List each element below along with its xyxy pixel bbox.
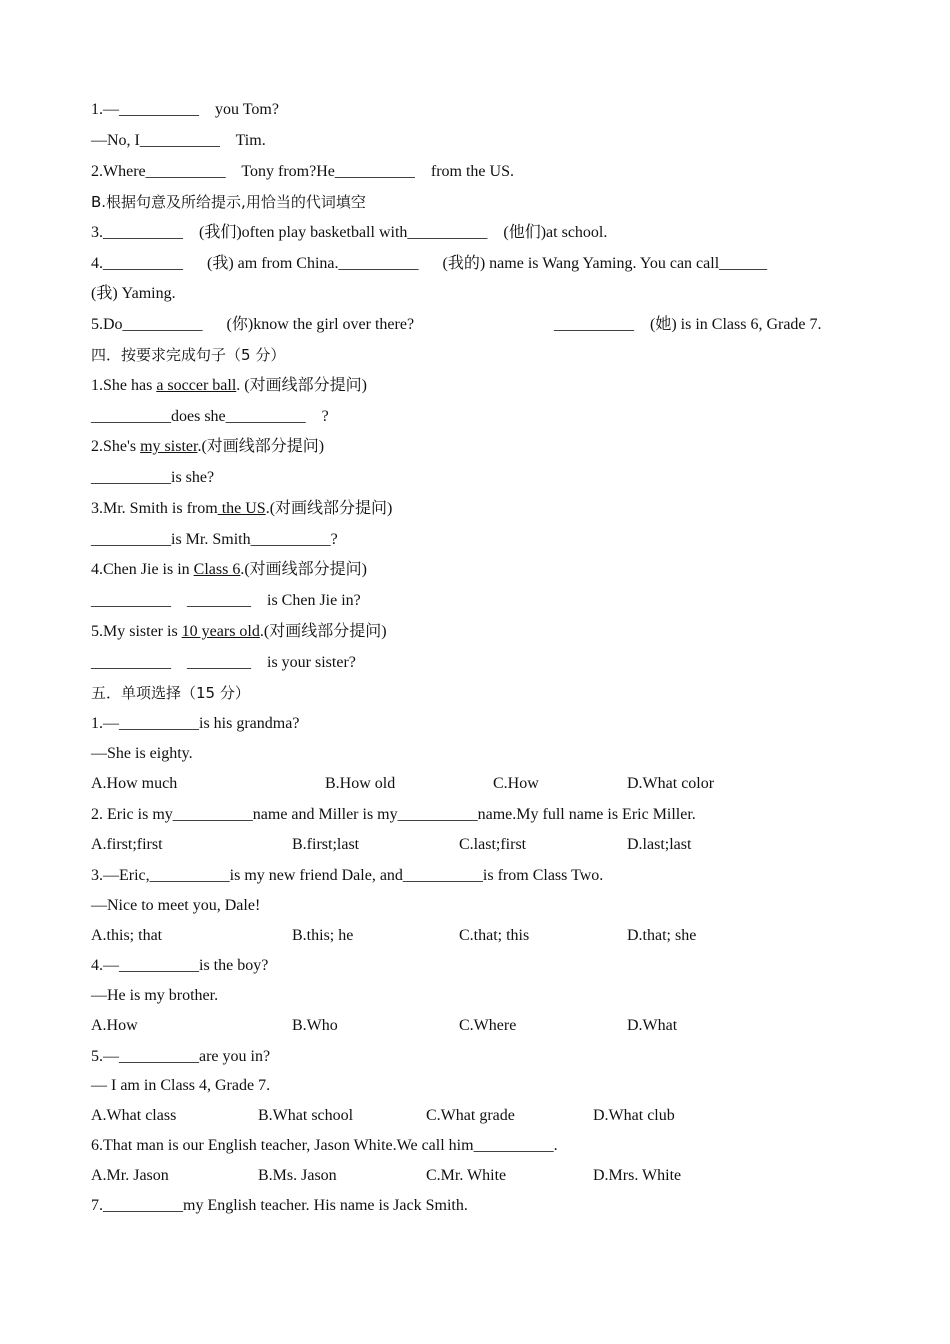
mc6-option-a: A.Mr. Jason xyxy=(91,1167,169,1184)
s2-post: .(对画线部分提问) xyxy=(197,438,325,455)
s1-post: . (对画线部分提问) xyxy=(236,377,367,394)
s4-question xyxy=(91,557,890,583)
mc3-option-c: C.that; this xyxy=(459,927,530,944)
s3-post: .(对画线部分提问) xyxy=(265,500,393,517)
mc5-option-d: D.What club xyxy=(593,1107,675,1124)
section-b-heading: B.根据句意及所给提示,用恰当的代词填空 xyxy=(91,193,366,211)
mc2-option-b: B.first;last xyxy=(292,836,360,853)
mc6-option-c: C.Mr. White xyxy=(426,1167,507,1184)
mc5-option-b: B.What school xyxy=(258,1107,354,1124)
s5-post: .(对画线部分提问) xyxy=(259,623,387,640)
mc1-stem: 1.—__________is his grandma? xyxy=(91,715,300,732)
mc2-option-c: C.last;first xyxy=(459,836,527,853)
mc1-option-a: A.How much xyxy=(91,775,178,792)
s4-pre: 4.Chen Jie is in xyxy=(91,561,194,578)
mc4-reply: —He is my brother. xyxy=(91,987,219,1004)
q1-line-a: 1.—__________ you Tom? xyxy=(91,101,279,118)
mc5-option-c: C.What grade xyxy=(426,1107,515,1124)
mc5-options xyxy=(91,1103,890,1129)
mc1-reply: —She is eighty. xyxy=(91,745,193,762)
section-five-heading: 五．单项选择（15 分） xyxy=(91,684,250,702)
mc5-reply: — I am in Class 4, Grade 7. xyxy=(91,1077,271,1094)
mc1-options xyxy=(91,771,890,797)
s3-answer-line: __________is Mr. Smith__________? xyxy=(91,531,338,548)
mc7-stem: 7.__________my English teacher. His name is Jack Smith. xyxy=(91,1197,468,1214)
q3-line: 3.__________ (我们)often play basketball with__________ (他们)at school. xyxy=(91,224,608,241)
mc1-option-c: C.How xyxy=(493,775,539,792)
mc5-stem: 5.—__________are you in? xyxy=(91,1048,271,1065)
mc5-option-a: A.What class xyxy=(91,1107,177,1124)
mc3-options xyxy=(91,923,890,949)
s5-pre: 5.My sister is xyxy=(91,623,182,640)
s2-question xyxy=(91,434,890,460)
mc4-option-d: D.What xyxy=(627,1017,678,1034)
q1-line-b: —No, I__________ Tim. xyxy=(91,132,266,149)
s2-underlined: my sister xyxy=(140,438,198,455)
s3-question xyxy=(91,496,890,522)
q4-line-b: (我) Yaming. xyxy=(91,285,176,302)
mc2-option-a: A.first;first xyxy=(91,836,163,853)
mc3-option-a: A.this; that xyxy=(91,927,163,944)
mc6-stem: 6.That man is our English teacher, Jason White.We call him__________. xyxy=(91,1137,558,1154)
section-four-heading: 四．按要求完成句子（5 分） xyxy=(91,346,286,364)
s1-question xyxy=(91,373,890,399)
mc4-option-c: C.Where xyxy=(459,1017,517,1034)
s1-pre: 1.She has xyxy=(91,377,157,394)
mc6-option-b: B.Ms. Jason xyxy=(258,1167,337,1184)
s5-answer-line: __________ ________ is your sister? xyxy=(91,654,356,671)
mc1-option-b: B.How old xyxy=(325,775,396,792)
s2-answer-line: __________is she? xyxy=(91,469,215,486)
s4-post: .(对画线部分提问) xyxy=(240,561,368,578)
s1-underlined: a soccer ball xyxy=(156,377,237,394)
s4-underlined: Class 6 xyxy=(193,561,241,578)
s5-underlined: 10 years old xyxy=(181,623,260,640)
s5-question xyxy=(91,619,890,645)
mc6-options xyxy=(91,1163,890,1189)
mc4-option-a: A.How xyxy=(91,1017,138,1034)
s3-underlined: the US xyxy=(217,500,266,517)
mc4-option-b: B.Who xyxy=(292,1017,338,1034)
q5-line xyxy=(91,312,890,338)
q5-right-text: __________ (她) is in Class 6, Grade 7. xyxy=(554,316,822,333)
mc3-stem: 3.—Eric,__________is my new friend Dale, and__________is from Class Two. xyxy=(91,867,604,884)
mc2-stem: 2. Eric is my__________name and Miller is my__________name.My full name is Eric Miller. xyxy=(91,806,696,823)
mc3-option-d: D.that; she xyxy=(627,927,697,944)
mc6-option-d: D.Mrs. White xyxy=(593,1167,682,1184)
mc4-options xyxy=(91,1013,890,1039)
s4-answer-line: __________ ________ is Chen Jie in? xyxy=(91,592,361,609)
mc3-reply: —Nice to meet you, Dale! xyxy=(91,897,261,914)
mc4-stem: 4.—__________is the boy? xyxy=(91,957,269,974)
mc1-option-d: D.What color xyxy=(627,775,715,792)
q2-line: 2.Where__________ Tony from?He__________ from the US. xyxy=(91,163,514,180)
mc2-options xyxy=(91,832,890,858)
q5-left-text: 5.Do__________ (你)know the girl over there? xyxy=(91,316,415,333)
s2-pre: 2.She's xyxy=(91,438,141,455)
s1-answer-line: __________does she__________ ? xyxy=(91,408,329,425)
s3-pre: 3.Mr. Smith is from xyxy=(91,500,218,517)
mc3-option-b: B.this; he xyxy=(292,927,354,944)
q4-line-a: 4.__________ (我) am from China.__________ (我的) name is Wang Yaming. You can call______ xyxy=(91,255,768,272)
mc2-option-d: D.last;last xyxy=(627,836,692,853)
